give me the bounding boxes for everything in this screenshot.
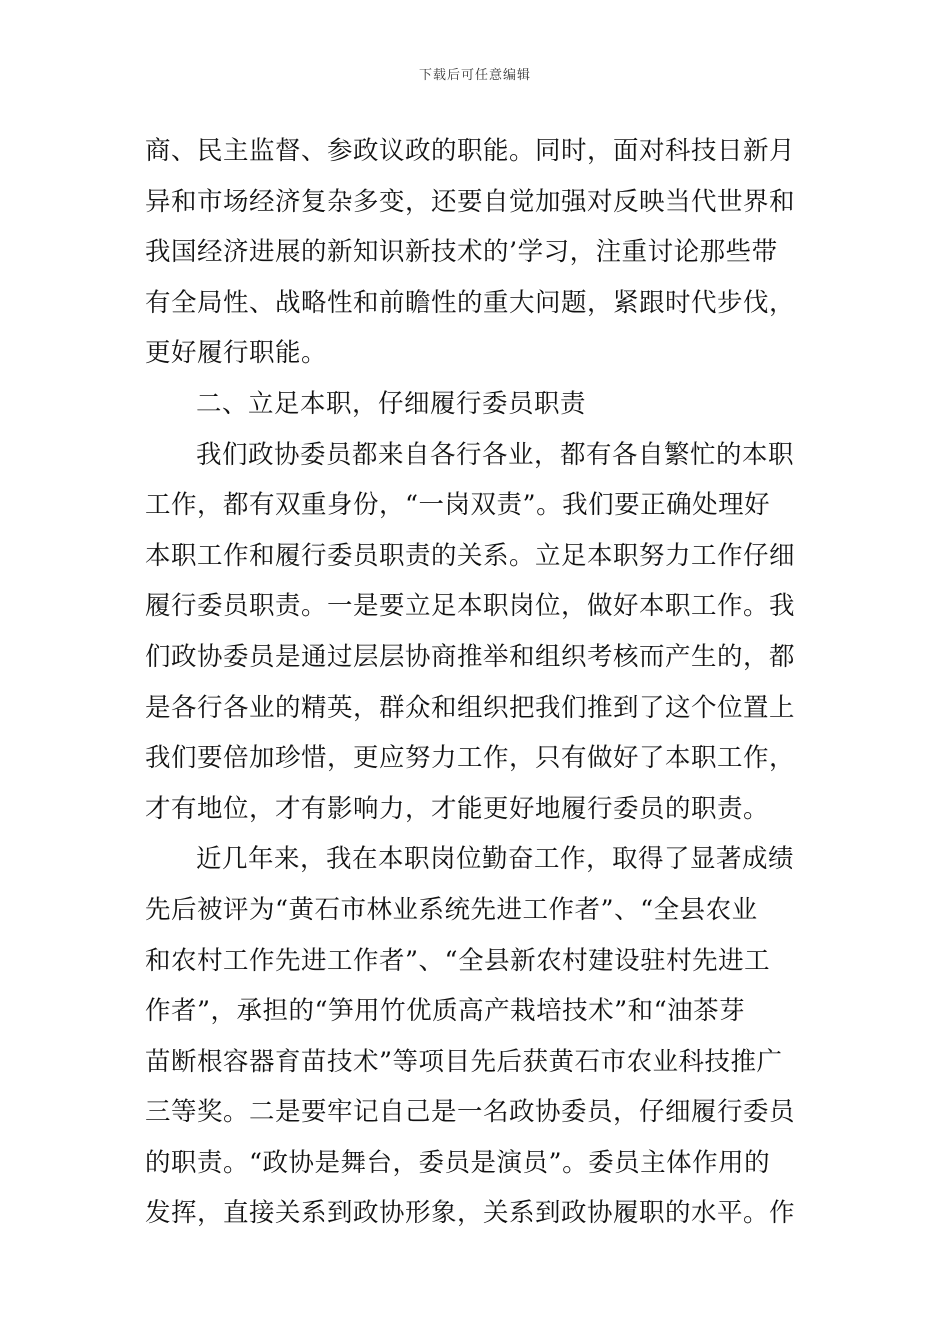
text-line: 商、民主监督、参政议政的职能。同时，面对科技日新月 — [145, 136, 796, 166]
text-line: 我们政协委员都来自各行各业，都有各自繁忙的本职 — [196, 439, 795, 470]
text-line: 发挥，直接关系到政协形象，关系到政协履职的水平。作 — [145, 1198, 796, 1229]
text-line: 才有地位，才有影响力，才能更好地履行委员的职责。 — [145, 793, 770, 824]
text-line: 的职责。“政协是舞台，委员是演员”。委员主体作用的 — [145, 1147, 771, 1178]
text-line: 苗断根容器育苗技术”等项目先后获黄石市农业科技推广 — [145, 1046, 783, 1077]
text-line: 本职工作和履行委员职责的关系。立足本职努力工作仔细 — [145, 540, 796, 571]
text-line: 工作，都有双重身份，“一岗双责”。我们要正确处理好 — [145, 490, 771, 521]
text-line: 是各行各业的精英，群众和组织把我们推到了这个位置上 — [145, 692, 796, 723]
text-line: 有全局性、战略性和前瞻性的重大问题，紧跟时代步伐， — [145, 287, 796, 318]
text-line: 我国经济进展的新知识新技术的’学习，注重讨论那些带 — [145, 237, 778, 268]
text-line: 三等奖。二是要牢记自己是一名政协委员，仔细履行委员 — [145, 1097, 796, 1128]
section-heading: 二、立足本职，仔细履行委员职责 — [196, 388, 587, 419]
text-line: 和农村工作先进工作者”、“全县新农村建设驻村先进工 — [145, 945, 771, 976]
text-line: 作者”，承担的“笋用竹优质高产栽培技术”和“油茶芽 — [145, 996, 746, 1027]
page-header: 下载后可任意编辑 — [418, 68, 531, 83]
text-line: 先后被评为“黄石市林业系统先进工作者”、“全县农业 — [145, 894, 758, 925]
text-line: 我们要倍加珍惜，更应努力工作，只有做好了本职工作， — [145, 743, 796, 774]
text-line: 更好履行职能。 — [145, 338, 328, 369]
text-line: 们政协委员是通过层层协商推举和组织考核而产生的，都 — [145, 641, 796, 672]
text-line: 异和市场经济复杂多变，还要自觉加强对反映当代世界和 — [145, 186, 796, 217]
document-body — [145, 126, 810, 1239]
text-line: 近几年来，我在本职岗位勤奋工作，取得了显著成绩 — [196, 844, 795, 875]
text-line: 履行委员职责。一是要立足本职岗位，做好本职工作。我 — [145, 591, 796, 622]
